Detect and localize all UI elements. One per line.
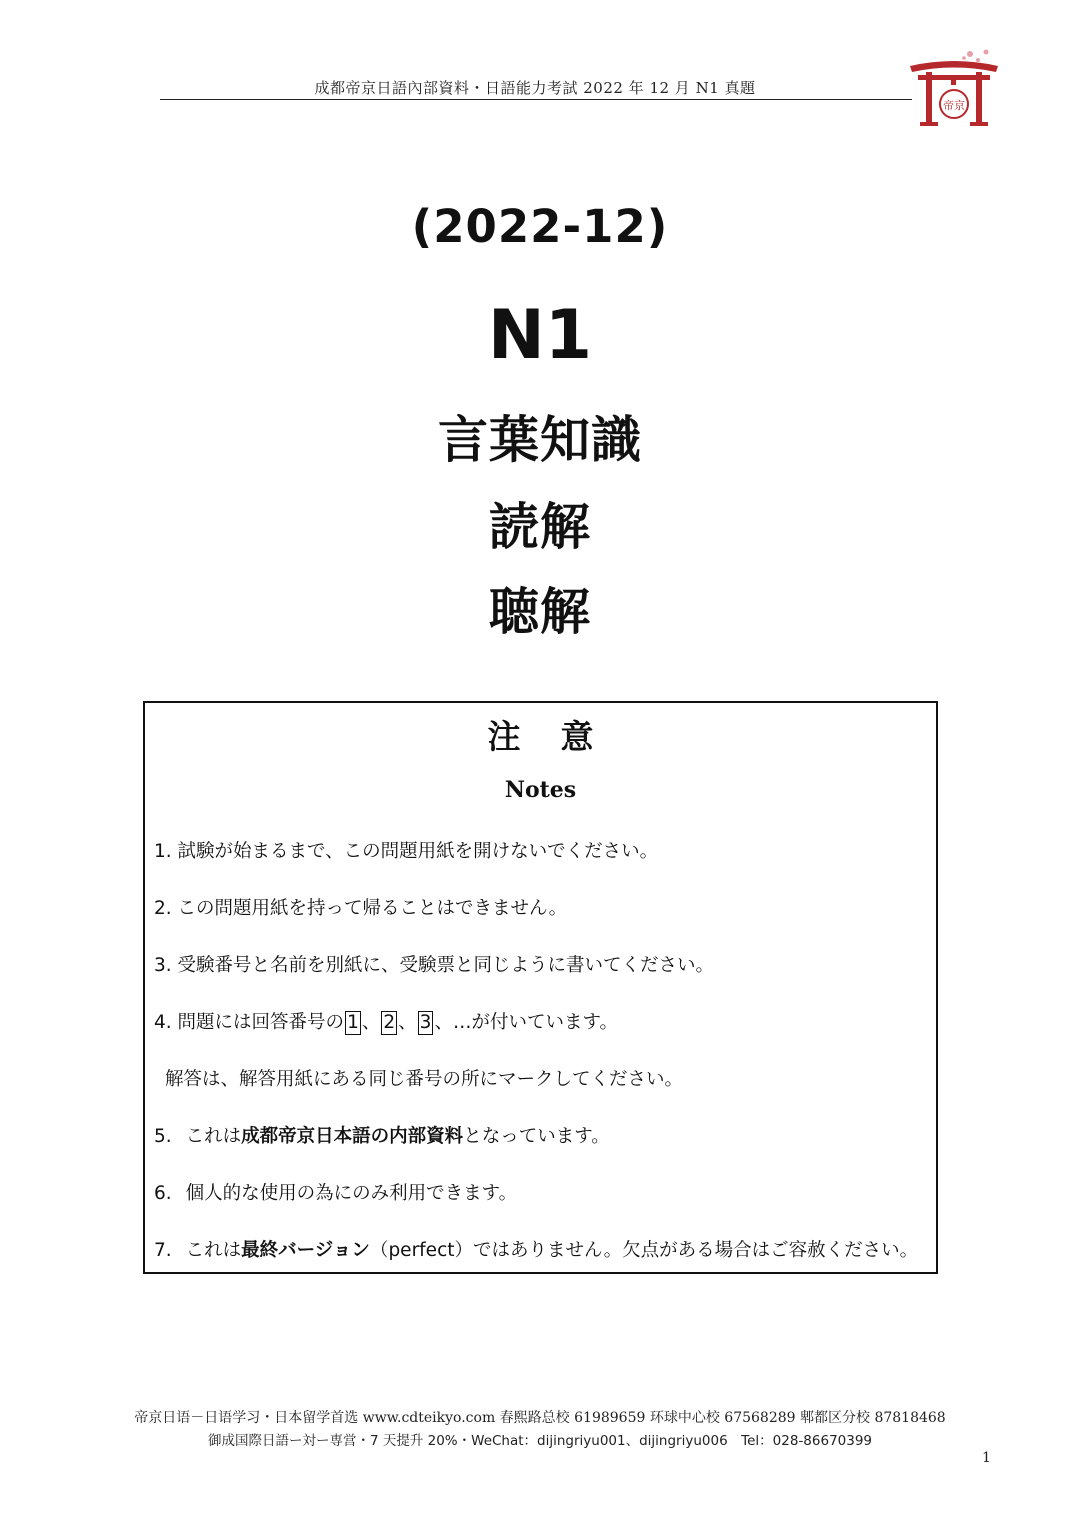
section-listening: 聴解 xyxy=(489,583,591,641)
note-item: 3. 受験番号と名前を別紙に、受験票と同じように書いてください。 xyxy=(154,955,715,976)
footer-contact-line-2: 御成国際日語ー対ー専営・7 天提升 20%・WeChat：dijingriyu001、dijingriyu006 Tel：028-86670399 xyxy=(207,1433,873,1449)
section-reading: 読解 xyxy=(489,498,591,556)
notes-heading: 注意 xyxy=(487,717,634,756)
note-item: 解答は、解答用紙にある同じ番号の所にマークしてください。 xyxy=(165,1069,684,1090)
section-vocabulary: 言葉知識 xyxy=(438,411,642,469)
notes-subheading: Notes xyxy=(504,777,577,803)
note-item: 1. 試験が始まるまで、この問題用紙を開けないでください。 xyxy=(154,841,659,862)
answer-number-box: 2 xyxy=(383,1012,396,1033)
note-item: 4. 問題には回答番号の 1 、 2 、 3 、…が付いています。 xyxy=(154,1012,618,1033)
answer-number-box: 3 xyxy=(419,1012,432,1033)
header-title: 成都帝京日語內部資料・日語能力考試 2022 年 12 月 N1 真題 xyxy=(314,79,756,97)
note-item: 2. この問題用紙を持って帰ることはできません。 xyxy=(154,898,568,919)
torii-gate-logo-icon xyxy=(908,48,1000,126)
exam-year: (2022-12) xyxy=(411,200,669,253)
footer-contact-line-1: 帝京日语－日语学习・日本留学首选 www.cdteikyo.com 春熙路总校 61989659 环球中心校 67568289 郫都区分校 87818468 xyxy=(134,1410,946,1426)
header-divider xyxy=(160,99,912,100)
page-number: 1 xyxy=(982,1450,991,1466)
answer-number-box: 1 xyxy=(347,1012,359,1033)
note-item: 5. これは成都帝京日本語の内部資料となっています。 xyxy=(154,1126,610,1147)
exam-level: N1 xyxy=(487,296,593,375)
note-item: 7. これは最終バージョン（perfect）ではありません。欠点がある場合はご容赦ください。 xyxy=(154,1240,919,1261)
logo-text: 帝京 xyxy=(943,99,965,112)
notes-box xyxy=(143,701,938,1274)
note-item: 6. 個人的な使用の為にのみ利用できます。 xyxy=(154,1183,518,1204)
